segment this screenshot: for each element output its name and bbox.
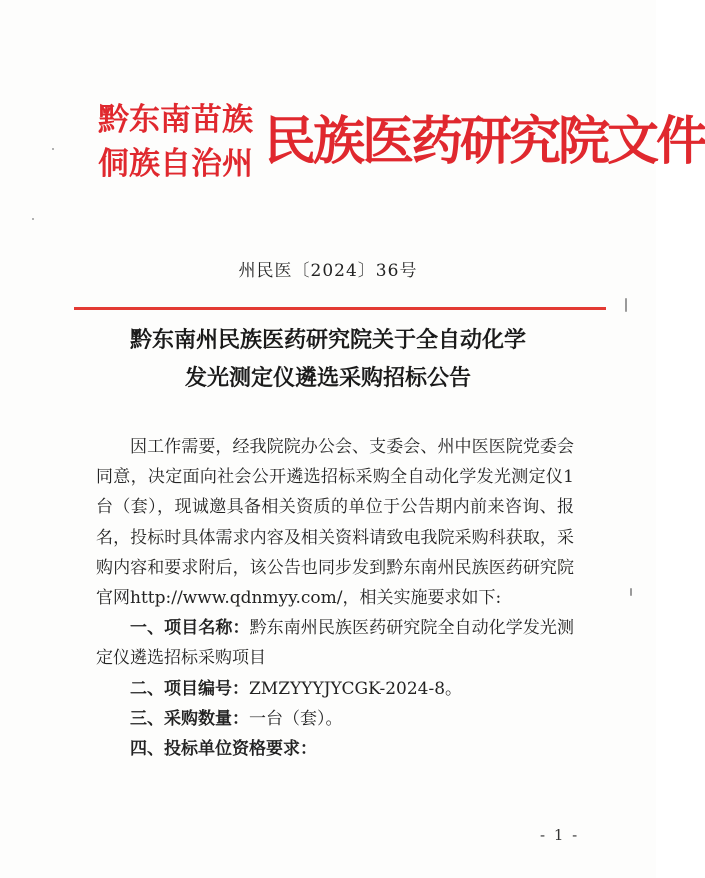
scan-speck xyxy=(625,298,627,312)
item-value: 一台（套）。 xyxy=(249,708,343,729)
masthead xyxy=(98,96,705,188)
item-label: 四、投标单位资格要求： xyxy=(130,739,317,760)
masthead-right: 民族医药研究院文件 xyxy=(264,111,705,172)
item-label: 三、采购数量： xyxy=(130,708,249,729)
scan-speck xyxy=(52,148,54,150)
item-value: ZMZYYYJYCGK-2024-8。 xyxy=(249,678,463,699)
title-line2: 发光测定仪遴选采购招标公告 xyxy=(184,366,471,391)
item-value: 黔东南州民族医药研究院全自动化学发光测定仪遴选招标采购项目 xyxy=(96,618,575,669)
masthead-left xyxy=(98,98,253,186)
intro-paragraph: 因工作需要，经我院院办公会、支委会、州中医医院党委会同意，决定面向社会公开遴选招标采购全自动化学发光测定仪1台（套），现诚邀具备相关资质的单位于公告期内前来咨询、报名，投标时具体需求内容及相关资料请致电我院采购科获取，采购内容和要求附后，该公告也同步发到黔东南州民族医药研究院官网http://www.qdnmyy.com/，相关实施要求如下: xyxy=(96,437,574,609)
item-label: 二、项目编号： xyxy=(130,678,249,699)
scan-speck xyxy=(32,218,34,220)
masthead-left-line1: 黔东南苗族 xyxy=(98,102,253,138)
list-item xyxy=(96,704,574,734)
document-title xyxy=(40,322,616,398)
list-item xyxy=(96,734,574,764)
list-item xyxy=(96,674,574,704)
page-number: - 1 - xyxy=(540,826,580,844)
item-label: 一、项目名称： xyxy=(130,618,250,639)
document-number: 州民医〔2024〕36号 xyxy=(238,261,418,281)
title-line1: 黔东南州民族医药研究院关于全自动化学 xyxy=(129,328,526,353)
scan-speck xyxy=(630,588,632,596)
masthead-left-line2: 侗族自治州 xyxy=(98,146,253,182)
list-item xyxy=(96,613,574,673)
red-divider-rule xyxy=(74,307,606,310)
document-body xyxy=(96,432,574,764)
